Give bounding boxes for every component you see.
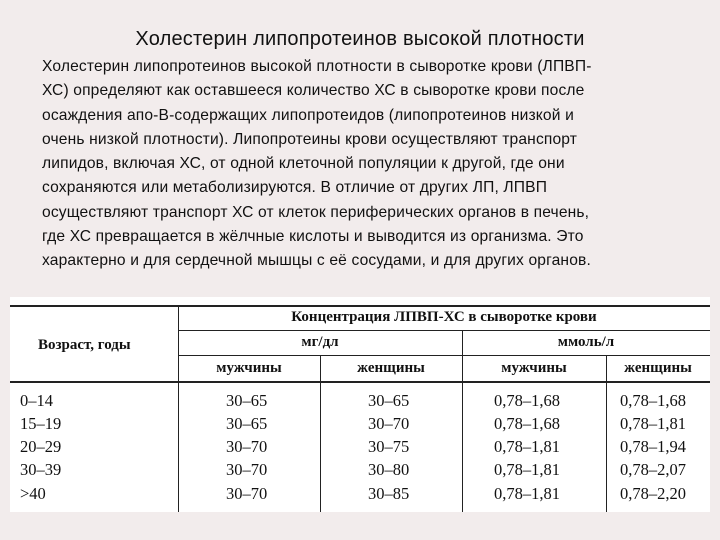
age-cell: >40	[20, 484, 46, 503]
women-mg-cell: 30–75	[368, 437, 410, 456]
women-mmol-cell: 0,78–2,07	[620, 460, 686, 479]
men-mmol-header: мужчины	[501, 360, 567, 376]
age-cell: 20–29	[20, 437, 62, 456]
women-mg-cell: 30–80	[368, 460, 410, 479]
women-mg-cell: 30–70	[368, 414, 410, 433]
unit-mmol-header: ммоль/л	[557, 334, 615, 350]
women-mmol-cell: 0,78–2,20	[620, 484, 686, 503]
paragraph-line: Холестерин липопротеинов высокой плотности в сыворотке крови (ЛПВП-	[42, 58, 592, 75]
men-mg-header: мужчины	[216, 360, 282, 376]
paragraph-line: осаждения апо-В-содержащих липопротеидов (липопротеинов низкой и	[42, 106, 574, 124]
table-top-rule	[10, 305, 710, 307]
unit-mg-header: мг/дл	[301, 334, 339, 350]
table-col-rule	[606, 355, 607, 512]
women-mmol-cell: 0,78–1,68	[620, 391, 686, 410]
paragraph-line: где ХС превращается в жёлчные кислоты и выводится из организма. Это	[42, 228, 584, 246]
table-col-rule	[462, 330, 463, 512]
paragraph-line: характерно и для сердечной мышцы с её сосудами, и для других органов.	[42, 252, 591, 270]
body-paragraph	[42, 55, 692, 274]
men-mg-cell: 30–70	[226, 437, 268, 456]
men-mg-cell: 30–70	[226, 484, 268, 503]
paragraph-line: ХС) определяют как оставшееся количество ХС в сыворотке крови после	[42, 82, 585, 100]
men-mmol-cell: 0,78–1,81	[494, 437, 560, 456]
slide-title: Холестерин липопротеинов высокой плотности	[135, 28, 585, 50]
men-mg-cell: 30–65	[226, 414, 268, 433]
men-mmol-cell: 0,78–1,68	[494, 414, 560, 433]
paragraph-line: осуществляют транспорт ХС от клеток периферических органов в печень,	[42, 203, 590, 221]
paragraph-line: очень низкой плотности). Липопротеины крови осуществляют транспорт	[42, 130, 578, 148]
age-column-header: Возраст, годы	[38, 337, 131, 353]
men-mg-cell: 30–65	[226, 391, 268, 410]
table-header-rule	[10, 381, 710, 383]
age-cell: 0–14	[20, 391, 53, 410]
women-mmol-header: женщины	[624, 360, 692, 376]
table-col-rule	[320, 355, 321, 512]
paragraph-line: липидов, включая ХС, от одной клеточной популяции к другой, где они	[42, 155, 565, 173]
women-mmol-cell: 0,78–1,81	[620, 414, 686, 433]
age-cell: 15–19	[20, 414, 62, 433]
age-cell: 30–39	[20, 460, 62, 479]
men-mmol-cell: 0,78–1,81	[494, 484, 560, 503]
women-mg-header: женщины	[357, 360, 425, 376]
table-rule	[178, 330, 710, 331]
men-mmol-cell: 0,78–1,81	[494, 460, 560, 479]
men-mmol-cell: 0,78–1,68	[494, 391, 560, 410]
women-mg-cell: 30–85	[368, 484, 410, 503]
concentration-header: Концентрация ЛПВП-ХС в сыворотке крови	[291, 309, 597, 325]
table-rule	[178, 355, 710, 356]
men-mg-cell: 30–70	[226, 460, 268, 479]
women-mg-cell: 30–65	[368, 391, 410, 410]
hdl-reference-table	[10, 297, 710, 512]
paragraph-line: сохраняются или метаболизируются. В отличие от других ЛП, ЛПВП	[42, 179, 548, 197]
women-mmol-cell: 0,78–1,94	[620, 437, 686, 456]
